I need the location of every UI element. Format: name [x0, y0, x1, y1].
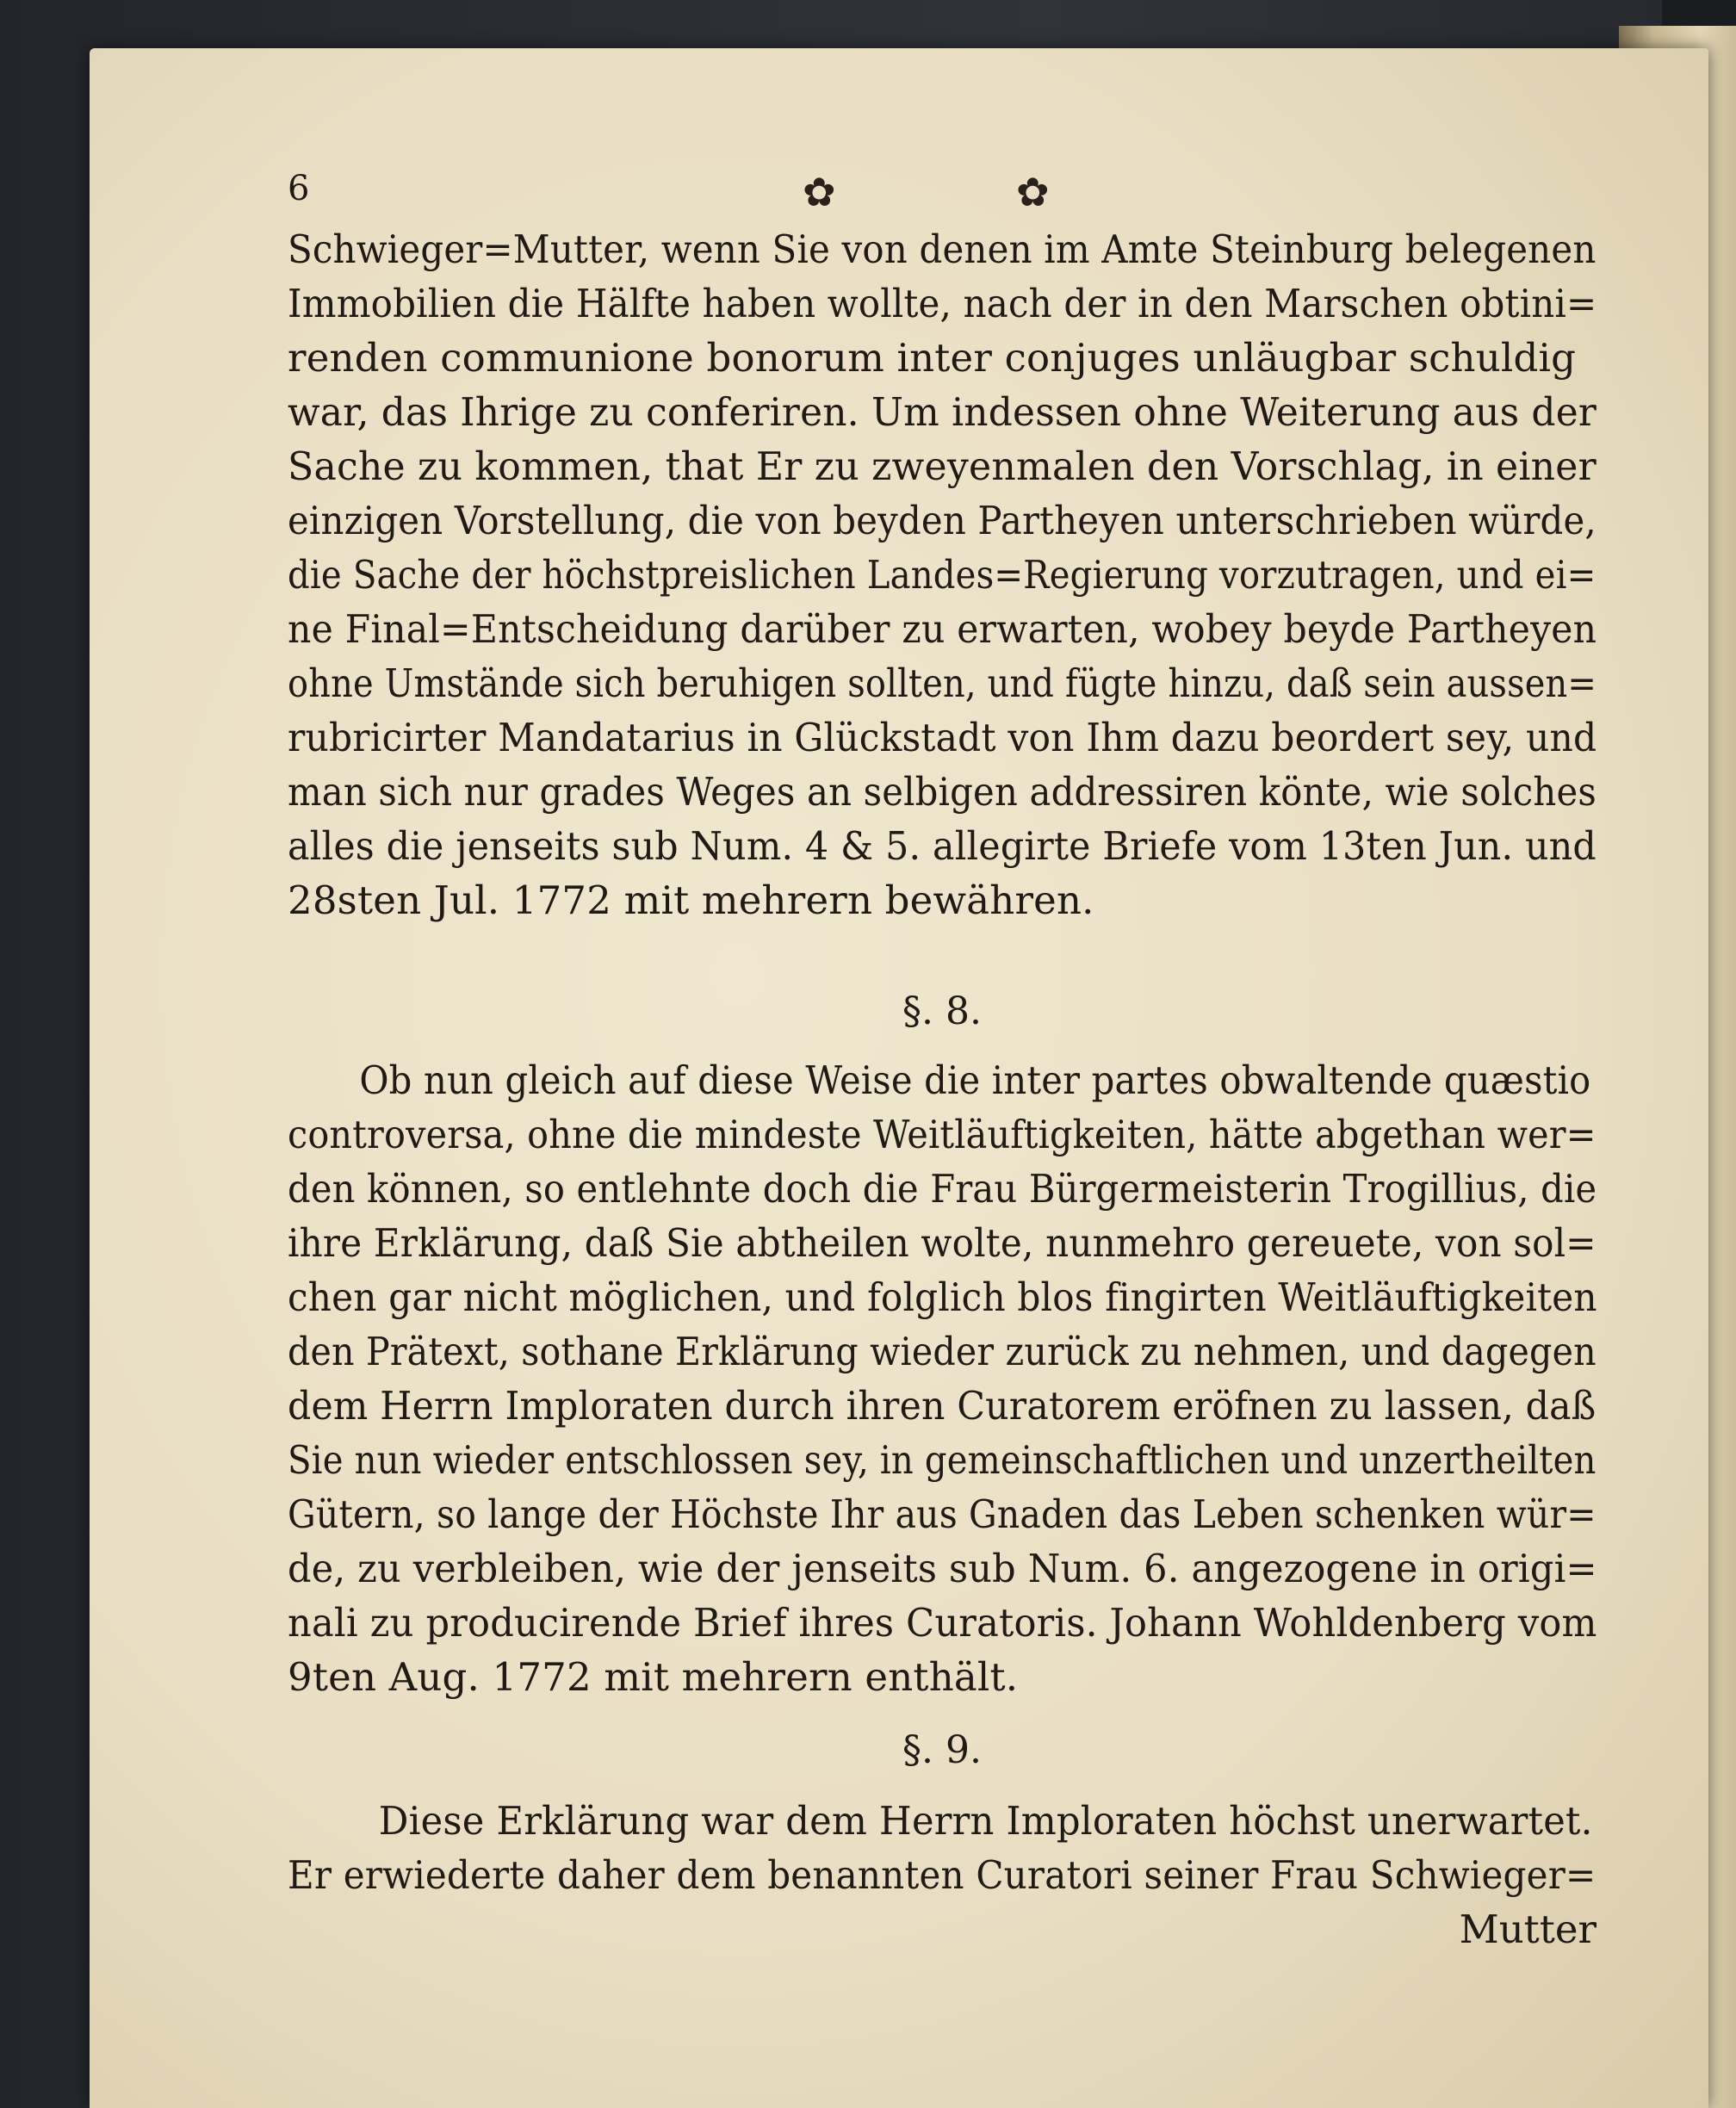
- page-header: [288, 169, 1596, 222]
- text-line: dem Herrn Imploraten durch ihren Curatorem eröfnen zu lassen, daß: [288, 1383, 1596, 1429]
- ornament-icon: ✿: [803, 169, 836, 215]
- text-line: Gütern, so lange der Höchste Ihr aus Gnaden das Leben schenken wür=: [288, 1491, 1596, 1537]
- catchword: Mutter: [1459, 1906, 1596, 1952]
- text-line: controversa, ohne die mindeste Weitläuftigkeiten, hätte abgethan wer=: [288, 1112, 1596, 1157]
- text-line: Immobilien die Hälfte haben wollte, nach der in den Marschen obtini=: [288, 281, 1597, 326]
- text-line: Schwieger=Mutter, wenn Sie von denen im Amte Steinburg belegenen: [288, 226, 1596, 272]
- text-line: rubricirter Mandatarius in Glückstadt von Ihm dazu beordert sey, und: [288, 715, 1597, 760]
- text-line: nali zu producirende Brief ihres Curatoris. Johann Wohldenberg vom: [288, 1600, 1597, 1646]
- text-line: 9ten Aug. 1772 mit mehrern enthält.: [288, 1654, 1019, 1700]
- paragraph-continued: [288, 222, 1596, 927]
- text-line: Diese Erklärung war dem Herrn Imploraten höchst unerwartet.: [378, 1798, 1593, 1844]
- text-line: die Sache der höchstpreislichen Landes=Regierung vorzutragen, und ei=: [288, 552, 1596, 598]
- text-line: den können, so entlehnte doch die Frau Bürgermeisterin Trogillius, die: [288, 1166, 1597, 1212]
- text-line: Er erwiederte daher dem benannten Curatori seiner Frau Schwieger=: [288, 1852, 1596, 1898]
- text-line: den Prätext, sothane Erklärung wieder zurück zu nehmen, und dagegen: [288, 1329, 1596, 1374]
- text-line: de, zu verbleiben, wie der jenseits sub Num. 6. angezogene in origi=: [288, 1546, 1597, 1591]
- text-line: Sache zu kommen, that Er zu zweyenmalen den Vorschlag, in einer: [288, 443, 1596, 489]
- text-line: renden communione bonorum inter conjuges unläugbar schuldig: [288, 335, 1577, 381]
- page-text: [288, 169, 1596, 1956]
- section-heading: §. 9.: [902, 1728, 982, 1772]
- page-number: 6: [288, 169, 310, 208]
- text-line: ne Final=Entscheidung darüber zu erwarten, wobey beyde Partheyen: [288, 606, 1597, 652]
- text-line: alles die jenseits sub Num. 4 & 5. allegirte Briefe vom 13ten Jun. und: [288, 823, 1596, 869]
- text-line: 28sten Jul. 1772 mit mehrern bewähren.: [288, 877, 1094, 923]
- text-line: ohne Umstände sich beruhigen sollten, und fügte hinzu, daß sein aussen=: [288, 660, 1597, 706]
- text-line: ihre Erklärung, daß Sie abtheilen wolte, nunmehro gereuete, von sol=: [288, 1220, 1596, 1266]
- text-line: man sich nur grades Weges an selbigen addressiren könte, wie solches: [288, 769, 1596, 815]
- ornament-icon: ✿: [1016, 169, 1050, 215]
- text-line: einzigen Vorstellung, die von beyden Partheyen unterschrieben würde,: [288, 498, 1596, 543]
- section-paragraph: [288, 1053, 1596, 1704]
- section-heading: §. 8.: [902, 989, 982, 1033]
- text-line: Ob nun gleich auf diese Weise die inter partes obwaltende quæstio: [359, 1057, 1591, 1103]
- text-line: chen gar nicht möglichen, und folglich blos fingirten Weitläuftigkeiten: [288, 1274, 1597, 1320]
- text-line: war, das Ihrige zu conferiren. Um indessen ohne Weiterung aus der: [288, 389, 1597, 435]
- text-line: Sie nun wieder entschlossen sey, in gemeinschaftlichen und unzertheilten: [288, 1437, 1596, 1483]
- section-paragraph: [288, 1794, 1596, 1902]
